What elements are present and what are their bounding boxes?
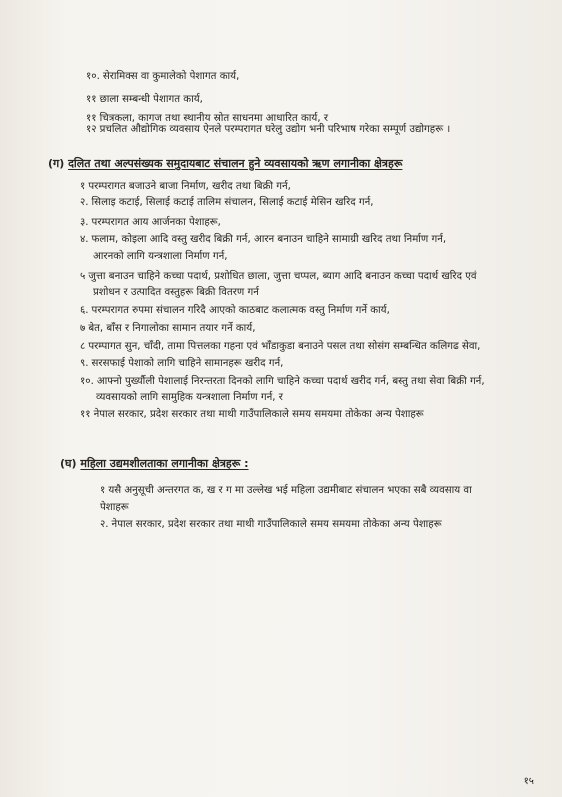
list-item: ५ जुत्ता बनाउन चाहिने कच्चा पदार्थ, प्रशोधित छाला, जुत्ता चप्पल, ब्याग आदि बनाउन कच्चा पदार्थ खरिद एवं xyxy=(80,271,477,282)
section-heading-g: (ग) दलित तथा अल्पसंख्यक समुदायबाट संचालन हुने व्यवसायको ऋण लगानीका क्षेत्रहरू xyxy=(48,157,403,170)
list-item: ८ परम्पागत सुन, चाँदी, तामा पित्तलका गहना एवं भाँडाकुडा बनाउने पसल तथा सोसंग सम्बन्धित कलिगढ सेवा, xyxy=(80,341,481,352)
list-item: १०. आफ्नो पुर्ख्यौली पेशालाई निरन्तरता दिनको लागि चाहिने कच्चा पदार्थ खरीद गर्न, बस्तु तथा सेवा बिक्री गर्न, xyxy=(80,376,485,387)
list-item: ३. परम्परागत आय आर्जनका पेशाहरू, xyxy=(80,217,221,228)
list-item: ११ नेपाल सरकार, प्रदेश सरकार तथा माथी गाउँपालिकाले समय समयमा तोकेका अन्य पेशाहरू xyxy=(80,409,424,420)
list-item: ४. फलाम, कोइला आदि वस्तु खरीद बिक्री गर्न, आरन बनाउन चाहिने सामाग्री खरिद तथा निर्माण गर्न, xyxy=(80,234,447,245)
page-number: १५ xyxy=(523,776,534,787)
list-item-continuation: प्रशोधन र उत्पादित वस्तुहरू बिक्री वितरण गर्न xyxy=(93,287,259,298)
list-item: ६. परम्परागत रुपमा संचालन गरिदै आएको काठबाट कलात्मक वस्तु निर्माण गर्ने कार्य, xyxy=(80,305,390,316)
list-item: १ यसै अनुसूची अन्तरगत क, ख र ग मा उल्लेख भई महिला उद्यमीबाट संचालन भएका सबै व्यवसाय वा xyxy=(100,485,472,496)
list-item: ११ चित्रकला, कागज तथा स्थानीय स्रोत साधनमा आधारित कार्य, र xyxy=(86,113,328,124)
list-item: २. सिलाइ कटाई, सिलाई कटाई तालिम संचालन, सिलाई कटाई मेसिन खरिद गर्न, xyxy=(80,197,374,208)
list-item: २. नेपाल सरकार, प्रदेश सरकार तथा माथी गाउँपालिकाले समय समयमा तोकेका अन्य पेशाहरू xyxy=(100,519,442,530)
list-item: १०. सेरामिक्स वा कुमालेको पेशागत कार्य, xyxy=(86,71,240,82)
list-item-continuation: पेशाहरू xyxy=(100,502,129,513)
list-item-continuation: आरनको लागि यन्त्रशाला निर्माण गर्न, xyxy=(93,251,228,262)
list-item-continuation: व्यवसायको लागि सामुहिक यन्त्रशाला निर्माण गर्न, र xyxy=(96,392,283,403)
section-heading-gh: (घ) महिला उद्यमशीलताका लगानीका क्षेत्रहरू : xyxy=(60,457,249,470)
list-item: ७ बेत, बाँस र निगालोका सामान तयार गर्ने कार्य, xyxy=(80,323,256,334)
list-item: १ परम्परागत बजाउने बाजा निर्माण, खरीद तथा बिक्री गर्न, xyxy=(80,181,291,192)
list-item: ११ छाला सम्बन्धी पेशागत कार्य, xyxy=(86,94,203,105)
list-item: १२ प्रचलित औद्योगिक व्यवसाय ऐनले परम्परागत घरेलु उद्योग भनी परिभाष गरेका सम्पूर्ण उद्योगहरू । xyxy=(86,124,451,135)
list-item: ९. सरसफाई पेशाको लागि चाहिने सामानहरू खरीद गर्न, xyxy=(80,358,284,369)
